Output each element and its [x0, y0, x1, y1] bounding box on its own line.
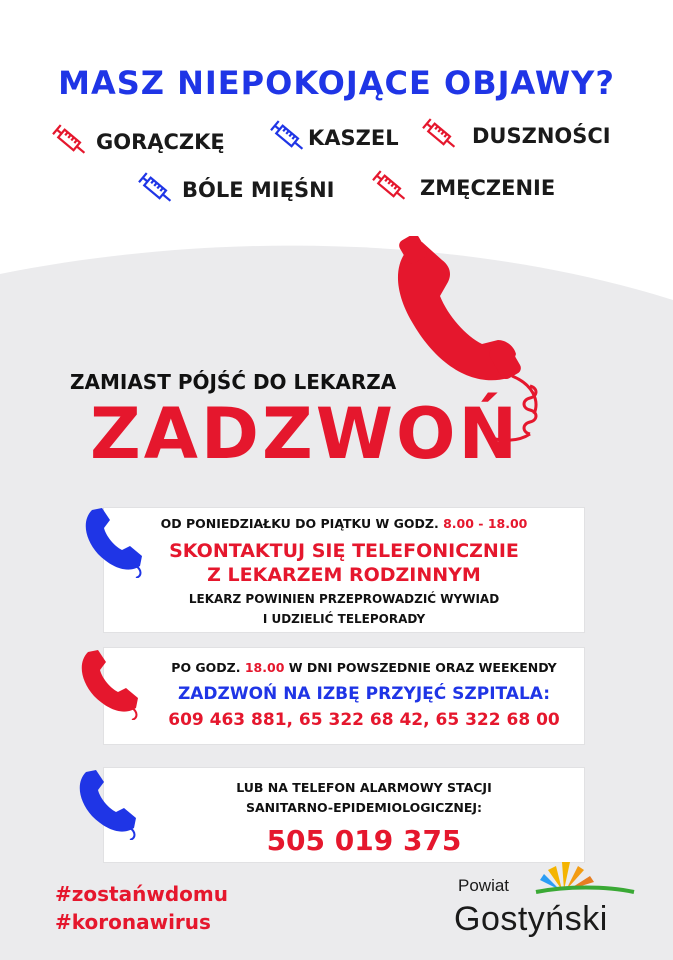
- syringe-icon: [268, 120, 308, 156]
- symptom-breathlessness: [420, 118, 611, 154]
- alarm-line-1: LUB NA TELEFON ALARMOWY STACJI: [236, 780, 492, 795]
- after-value: 18.00: [244, 660, 285, 675]
- phone-handset-icon: [84, 506, 146, 578]
- hashtag-coronavirus[interactable]: #koronawirus: [55, 910, 211, 934]
- weekday-hours: [104, 516, 584, 531]
- logo-small-text: Powiat: [458, 876, 510, 895]
- after-suffix: W DNI POWSZEDNIE ORAZ WEEKENDY: [288, 660, 557, 675]
- symptom-label: GORĄCZKĘ: [96, 130, 225, 154]
- hours-prefix: OD PONIEDZIAŁKU DO PIĄTKU W GODZ.: [160, 516, 439, 531]
- hospital-numbers: 609 463 881, 65 322 68 42, 65 322 68 00: [168, 710, 560, 730]
- symptom-cough: [268, 120, 399, 156]
- syringe-icon: [50, 124, 90, 160]
- hospital-headline: ZADZWOŃ NA IZBĘ PRZYJĘĆ SZPITALA:: [177, 684, 551, 704]
- symptom-label: DUSZNOŚCI: [472, 124, 611, 148]
- contact-headline-1: SKONTAKTUJ SIĘ TELEFONICZNIE: [169, 540, 519, 562]
- call-headline: ZADZWOŃ: [90, 393, 521, 475]
- symptom-label: KASZEL: [308, 126, 399, 150]
- instead-of-doctor-text: ZAMIAST PÓJŚĆ DO LEKARZA: [70, 370, 397, 394]
- family-doctor-card: [104, 508, 584, 632]
- powiat-logo: [452, 860, 652, 950]
- alarm-number: 505 019 375: [266, 824, 462, 857]
- doctor-note-1: LEKARZ POWINIEN PRZEPROWADZIĆ WYWIAD: [188, 592, 500, 606]
- hours-value: 8.00 - 18.00: [443, 516, 528, 531]
- after-hours: [124, 660, 604, 675]
- hashtags: [55, 880, 228, 936]
- phone-handset-icon: [78, 768, 140, 840]
- headline: MASZ NIEPOKOJĄCE OBJAWY?: [58, 64, 615, 102]
- syringe-icon: [136, 172, 176, 208]
- hashtag-stay-home[interactable]: #zostańwdomu: [55, 882, 228, 906]
- doctor-note-2: I UDZIELIĆ TELEPORADY: [262, 612, 426, 626]
- sanitary-station-card: [104, 768, 584, 862]
- logo-big-text: Gostyński: [454, 900, 608, 938]
- alarm-line-2: SANITARNO-EPIDEMIOLOGICZNEJ:: [245, 800, 483, 815]
- phone-handset-icon: [80, 648, 142, 720]
- symptom-label: BÓLE MIĘŚNI: [182, 178, 335, 202]
- contact-headline-2: Z LEKARZEM RODZINNYM: [207, 564, 481, 586]
- after-prefix: PO GODZ.: [171, 660, 241, 675]
- symptom-fever: [50, 124, 225, 160]
- hospital-card: [104, 648, 584, 744]
- symptom-label: ZMĘCZENIE: [420, 176, 556, 200]
- symptom-fatigue: [370, 170, 555, 206]
- syringe-icon: [420, 118, 460, 154]
- sun-logo-icon: [526, 860, 636, 900]
- syringe-icon: [370, 170, 410, 206]
- symptom-muscle-pain: [136, 172, 334, 208]
